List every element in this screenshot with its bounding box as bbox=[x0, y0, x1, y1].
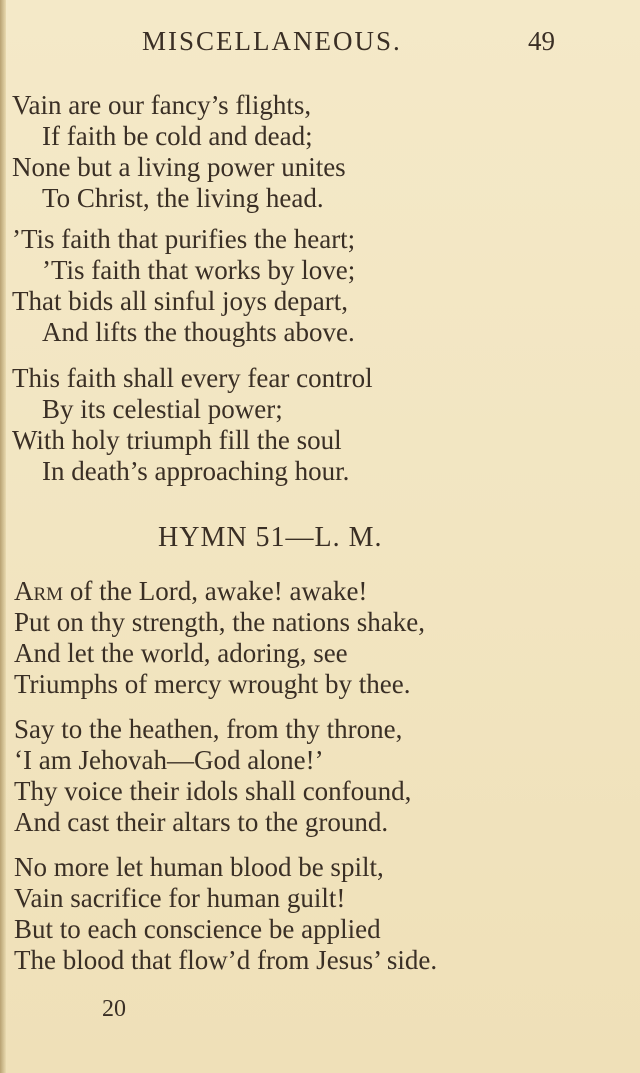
verse-line: ’Tis faith that works by love; bbox=[42, 255, 356, 285]
stanza bbox=[0, 224, 640, 348]
verse-line bbox=[0, 576, 640, 607]
verse-line: ‘I am Jehovah—God alone!’ bbox=[14, 745, 324, 775]
stanza bbox=[0, 363, 640, 487]
verse-line: With holy triumph fill the soul bbox=[12, 425, 342, 455]
verse-line: ’Tis faith that purifies the heart; bbox=[12, 224, 356, 254]
verse-line: Vain sacrifice for human guilt! bbox=[14, 883, 346, 913]
verse-line: No more let human blood be spilt, bbox=[14, 852, 384, 882]
verse-line: Put on thy strength, the nations shake, bbox=[14, 607, 425, 637]
stanza bbox=[0, 852, 640, 976]
verse-line: But to each conscience be applied bbox=[14, 914, 381, 944]
verse-line: In death’s approaching hour. bbox=[42, 456, 350, 486]
verse-line: This faith shall every fear control bbox=[12, 363, 373, 393]
verse-line: That bids all sinful joys depart, bbox=[12, 286, 348, 316]
stanza bbox=[0, 714, 640, 838]
hymn-title: HYMN 51—L. M. bbox=[158, 522, 383, 553]
verse-line: Thy voice their idols shall confound, bbox=[14, 776, 412, 806]
verse-line: Triumphs of mercy wrought by thee. bbox=[14, 669, 411, 699]
page-header bbox=[0, 26, 640, 66]
stanza bbox=[0, 576, 640, 700]
page-number: 49 bbox=[528, 26, 555, 56]
verse-line: And cast their altars to the ground. bbox=[14, 807, 389, 837]
signature-mark: 20 bbox=[102, 996, 126, 1022]
verse-line: And lifts the thoughts above. bbox=[42, 317, 355, 347]
verse-line: The blood that flow’d from Jesus’ side. bbox=[14, 945, 438, 975]
running-head: MISCELLANEOUS. bbox=[142, 26, 402, 56]
verse-line: Say to the heathen, from thy throne, bbox=[14, 714, 403, 744]
stanza bbox=[0, 90, 640, 214]
first-word: Arm bbox=[14, 576, 64, 606]
verse-line: Vain are our fancy’s flights, bbox=[12, 90, 312, 120]
verse-line: None but a living power unites bbox=[12, 152, 346, 182]
verse-line-rest: of the Lord, awake! awake! bbox=[63, 576, 368, 606]
verse-line: And let the world, adoring, see bbox=[14, 638, 348, 668]
verse-line: By its celestial power; bbox=[42, 394, 283, 424]
verse-line: If faith be cold and dead; bbox=[42, 121, 313, 151]
verse-line: To Christ, the living head. bbox=[42, 183, 324, 213]
